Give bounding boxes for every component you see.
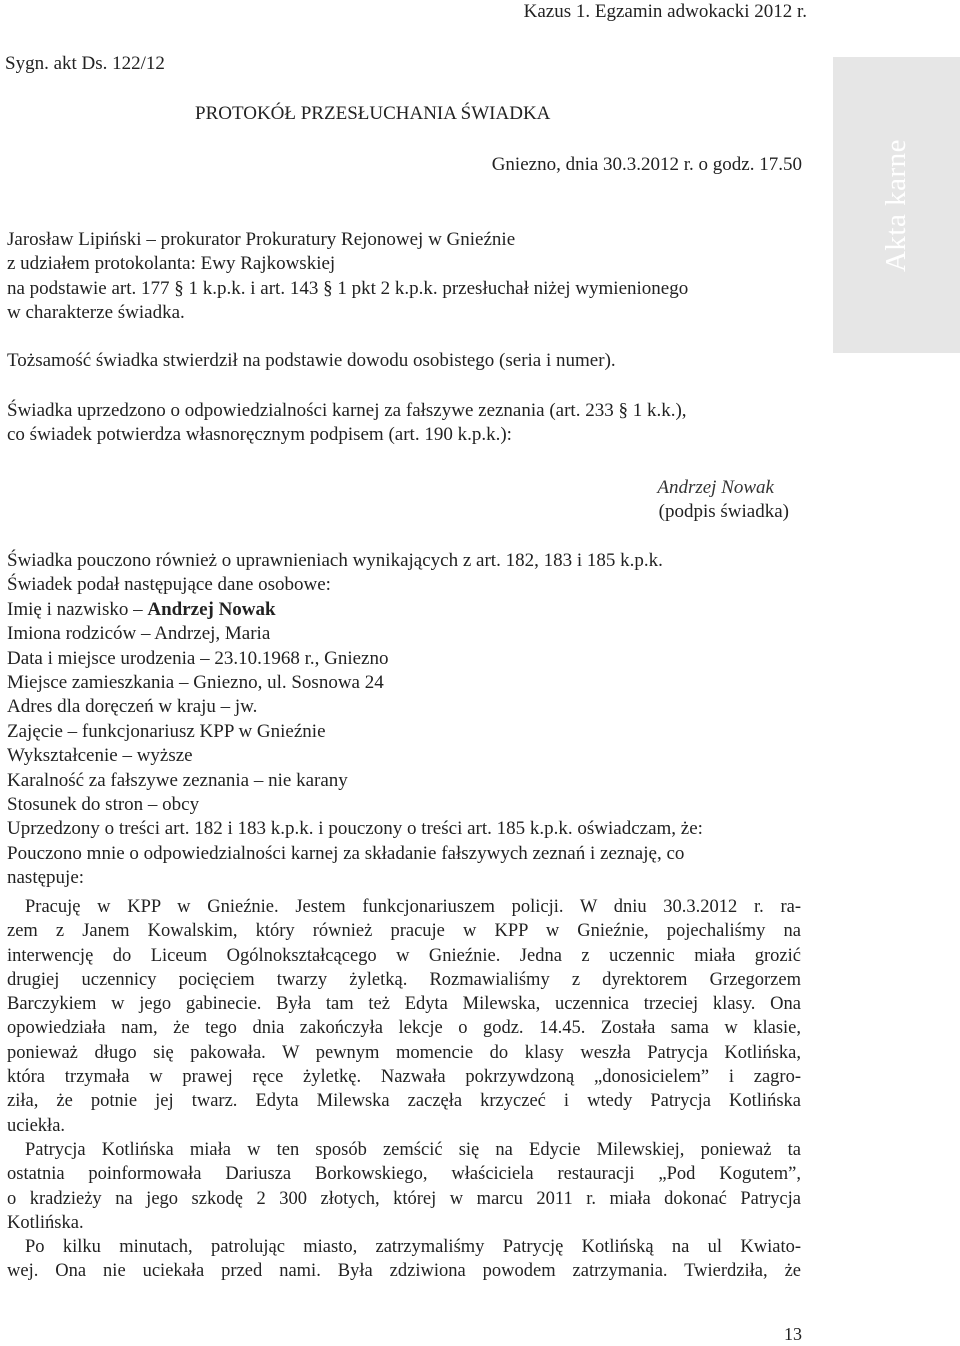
warning-line: Świadka uprzedzono o odpowiedzialności karnej za fałszywe zeznania (art. 233 § 1 k.k.), (7, 400, 687, 421)
testimony-line: Patrycja Kotlińska miała w ten sposób zemścić się na Edycie Milewskiej, ponieważ ta (25, 1139, 801, 1160)
testimony-line: zem z Janem Kowalskim, który również pracuje w KPP w Gnieźnie, pojechaliśmy na (7, 921, 801, 942)
signature-caption: (podpis świadka) (658, 501, 789, 522)
testimony-line: interwencję do Liceum Ogólnokształcącego w Gnieźnie. Jedna z uczennic miała grozić (7, 945, 801, 966)
personal-line: Uprzedzony o treści art. 182 i 183 k.p.k. i pouczony o treści art. 185 k.p.k. oświadczam, że: (7, 818, 703, 840)
warning-line: co świadek potwierdza własnoręcznym podpisem (art. 190 k.p.k.): (7, 424, 512, 446)
testimony-line: wej. Ona nie uciekała przed nami. Była zdziwiona powodem zatrzymania. Twierdziła, że (7, 1261, 801, 1282)
personal-line: Imiona rodziców – Andrzej, Maria (7, 623, 271, 645)
personal-line: Miejsce zamieszkania – Gniezno, ul. Sosnowa 24 (7, 672, 384, 694)
personal-line: Wykształcenie – wyższe (7, 745, 193, 767)
running-header: Kazus 1. Egzamin adwokacki 2012 r. (523, 1, 807, 22)
testimony-line: ostatnia poinformowała Dariusza Borkowskiego, właściciela restauracji „Pod Kogutem”, (7, 1164, 801, 1185)
personal-line: Zajęcie – funkcjonariusz KPP w Gnieźnie (7, 720, 326, 742)
testimony-line: ziła, że potnie jej twarz. Edyta Milewska zaczęła krzyczeć i wtedy Patrycja Kotlińska (7, 1091, 801, 1112)
testimony-line: Barczykiem w jego gabinecie. Była tam też Edyta Milewska, uczennica trzeciej klasy. Ona (7, 994, 801, 1015)
name-line (7, 598, 807, 622)
intro-line: na podstawie art. 177 § 1 k.p.k. i art. 143 § 1 pkt 2 k.p.k. przesłuchał niżej wymienionego (7, 277, 689, 299)
personal-line: Pouczono mnie o odpowiedzialności karnej za składanie fałszywych zeznań i zeznaję, co (7, 842, 685, 864)
testimony-line: Kotlińska. (7, 1212, 84, 1233)
personal-line: Data i miejsce urodzenia – 23.10.1968 r., Gniezno (7, 647, 389, 669)
personal-lead: Świadek podał następujące dane osobowe: (7, 574, 331, 596)
testimony-line: ponieważ długo się pakowała. W pewnym momencie do klasy weszła Patrycja Kotlińska, (7, 1042, 801, 1063)
testimony-line: o kradzieży na jego szkodę 2 300 złotych, której w marcu 2011 r. miała dokonać Patrycja (7, 1188, 801, 1209)
testimony-line: drugiej uczennicy pocięciem twarzy żyletką. Rozmawialiśmy z dyrektorem Grzegorzem (7, 969, 801, 990)
witness-name: Andrzej Nowak (147, 598, 276, 620)
identity-statement: Tożsamość świadka stwierdził na podstawie dowodu osobistego (seria i numer). (7, 350, 616, 371)
side-tab (833, 57, 960, 353)
intro-block (7, 228, 807, 326)
witness-signature: Andrzej Nowak (657, 477, 774, 498)
testimony-block (7, 895, 801, 1284)
testimony-line: Pracuję w KPP w Gnieźnie. Jestem funkcjonariuszem policji. W dniu 30.3.2012 r. ra- (25, 897, 801, 917)
document-title: PROTOKÓŁ PRZESŁUCHANIA ŚWIADKA (195, 103, 551, 124)
personal-line: Adres dla doręczeń w kraju – jw. (7, 696, 258, 718)
side-tab-label: Akta karne (880, 138, 912, 272)
testimony-line: Po kilku minutach, patrolując miasto, zatrzymaliśmy Patrycję Kotlińską na ul Kwiato- (25, 1237, 801, 1258)
intro-line: Jarosław Lipiński – prokurator Prokuratury Rejonowej w Gnieźnie (7, 229, 516, 250)
testimony-line: która trzymała w prawej ręce żyletkę. Nazwała pokrzywdzoną „donosicielem” i zagro- (7, 1067, 801, 1088)
intro-line: z udziałem protokolanta: Ewy Rajkowskiej (7, 253, 336, 275)
testimony-line: opowiedziała nam, że tego dnia zakończyła lekcje o godz. 14.45. Została sama w klasie, (7, 1018, 801, 1039)
page-number: 13 (784, 1324, 802, 1344)
name-label: Imię i nazwisko – (7, 598, 148, 620)
rights-line: Świadka pouczono również o uprawnieniach wynikających z art. 182, 183 i 185 k.p.k. (7, 550, 663, 571)
warning-block (7, 399, 802, 448)
personal-line: Stosunek do stron – obcy (7, 794, 200, 816)
testimony-line: uciekła. (7, 1115, 66, 1136)
personal-data-block (7, 549, 807, 891)
place-and-date: Gniezno, dnia 30.3.2012 r. o godz. 17.50 (491, 154, 802, 175)
intro-line: w charakterze świadka. (7, 302, 185, 324)
case-number: Sygn. akt Ds. 122/12 (5, 53, 165, 74)
personal-line: następuje: (7, 867, 85, 889)
personal-line: Karalność za fałszywe zeznania – nie karany (7, 769, 348, 791)
